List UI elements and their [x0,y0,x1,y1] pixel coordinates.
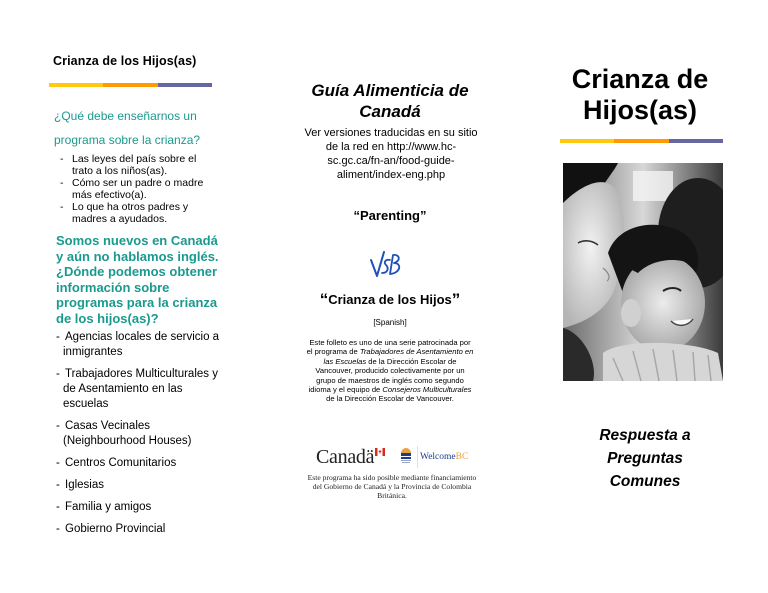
canada-flag-icon [375,448,385,456]
dash-bullet: - [56,523,60,535]
food-guide-title: Guía Alimenticia de Canadá [311,81,469,121]
list-item: - Cómo ser un padre o madre más efectivo(a). [60,177,204,201]
funding-note: Este programa ha sido posible mediante financiamiento del Gobierno de Canadá y la Provincia de Colombia Británica. [307,473,477,501]
cover-title: Crianza de Hijos(as) [571,64,709,125]
resources-list [56,330,221,544]
dash-bullet: - [56,457,60,469]
list-item: - Lo que ha otros padres y madres a ayudados. [60,201,189,225]
list-item: - Iglesias [56,479,104,491]
dash-bullet: - [56,501,60,513]
dash-bullet: - [56,331,60,343]
dash-bullet: - [60,177,64,189]
language-label: [Spanish] [373,318,407,327]
tricolor-divider [49,83,212,87]
list-item: - Casas Vecinales (Neighbourhood Houses) [56,420,192,447]
brochure-header: Crianza de los Hijos(as) [53,54,197,68]
list-item: - Gobierno Provincial [56,523,166,535]
tricolor-divider [560,139,723,143]
sponsor-description: Este folleto es uno de una serie patrocinada por el programa de Trabajadores de Asentamiento en las Escuelas de la Dirección Escolar de Vancouver, producido colectivamente por un grupo de maestros de inglés como segundo idioma y el equipo de Consejeros Multiculturales de la Dirección Escolar de Vancouver. [306,338,474,404]
welcome-bc-logo: WelcomeBC [420,452,469,462]
spanish-title: “Crianza de los Hijos” [319,290,461,309]
logo-separator [417,446,418,468]
divider-purple [669,139,723,143]
divider-orange [614,139,668,143]
list-item: - Agencias locales de servicio a inmigrantes [56,331,220,358]
divider-yellow [560,139,614,143]
list-item: - Las leyes del país sobre el trato a los niños(as). [60,153,197,177]
topics-list [60,153,220,225]
canada-wordmark: Canadä [316,446,375,468]
dash-bullet: - [60,201,64,213]
list-item: - Centros Comunitarios [56,457,177,469]
panel-left [0,0,256,593]
vsb-logo-icon [368,246,408,280]
dash-bullet: - [60,153,64,165]
cover-subtitle: Respuesta a Preguntas Comunes [599,427,691,490]
divider-purple [158,83,212,87]
question-heading-1: ¿Qué debe enseñarnos un programa sobre la crianza? [54,109,201,147]
question-heading-2: Somos nuevos en Canadá y aún no hablamos inglés. ¿Dónde podemos obtener información sobre programas para la crianza de los hijos(as)? [56,233,219,326]
divider-orange [103,83,157,87]
english-title: “Parenting” [353,208,427,223]
dash-bullet: - [56,479,60,491]
dash-bullet: - [56,368,60,380]
divider-yellow [49,83,103,87]
bc-crest-icon [399,447,413,465]
list-item: - Trabajadores Multiculturales y de Asentamiento en las escuelas [56,368,218,410]
list-item: - Familia y amigos [56,501,152,513]
sponsor-logos [312,444,472,472]
food-guide-url-text: Ver versiones traducidas en su sitio de la red en http://www.hc-sc.gc.ca/fn-an/food-guide-aliment/index-eng.php [304,127,478,181]
dash-bullet: - [56,420,60,432]
mother-child-photo [563,163,723,381]
